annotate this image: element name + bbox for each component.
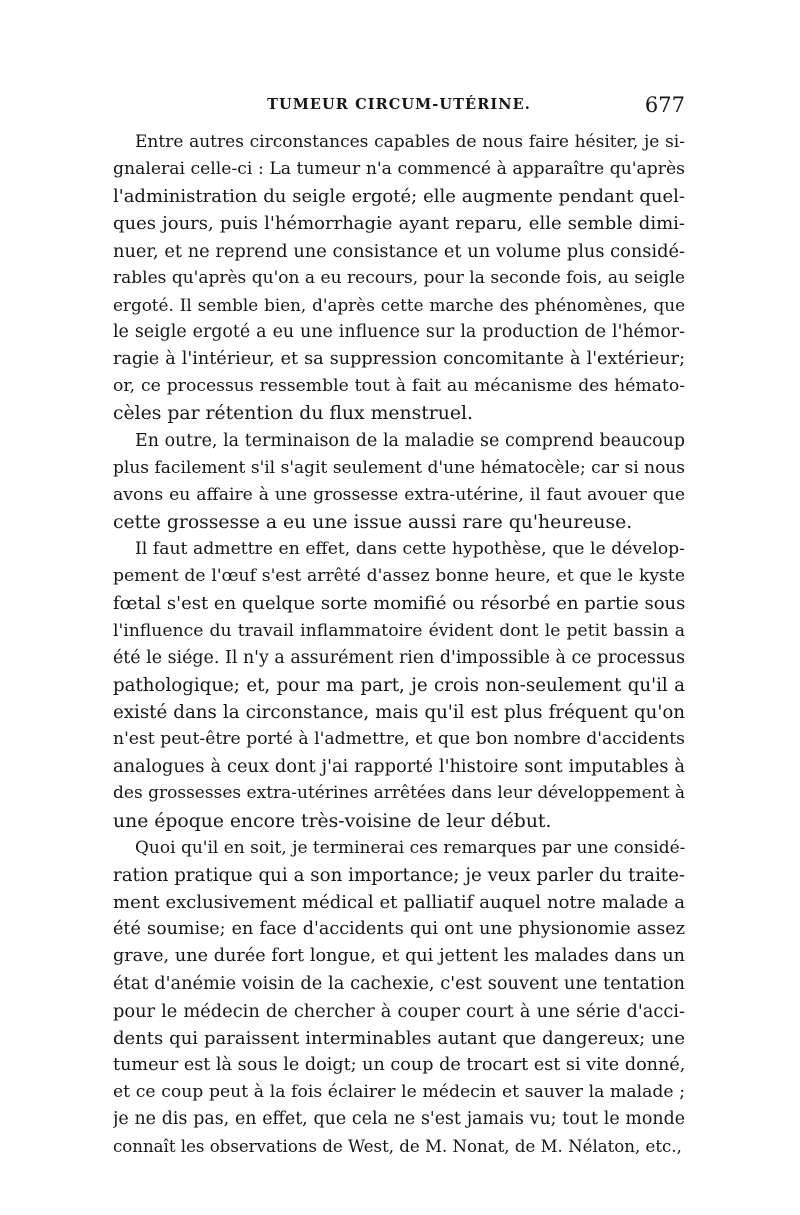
text-line: nuer, et ne reprend une consistance et un volume plus considé- — [113, 240, 685, 262]
text-line: Quoi qu'il en soit, je terminerai ces remarques par une considé- — [135, 837, 685, 858]
text-line: connaît les observations de West, de M. Nonat, de M. Nélaton, etc., — [113, 1137, 682, 1157]
text-line: or, ce processus ressemble tout à fait au mécanisme des hémato- — [113, 376, 685, 397]
text-line: des grossesses extra-utérines arrêtées dans leur développement à — [113, 783, 685, 804]
text-line: ragie à l'intérieur, et sa suppression concomitante à l'extérieur; — [113, 349, 685, 370]
text-line: été le siége. Il n'y a assurément rien d'impossible à ce processus — [113, 647, 685, 668]
text-line: plus facilement s'il s'agit seulement d'une hématocèle; car si nous — [113, 457, 685, 478]
text-line: analogues à ceux dont j'ai rapporté l'histoire sont imputables à — [113, 756, 685, 778]
text-line: dents qui paraissent interminables autant que dangereux; une — [113, 1027, 685, 1049]
text-line: ment exclusivement médical et palliatif auquel notre malade a — [113, 891, 685, 913]
text-line: Entre autres circonstances capables de nous faire hésiter, je si- — [135, 132, 685, 152]
page-number: 677 — [644, 93, 685, 117]
text-line: cette grossesse a eu une issue aussi rare qu'heureuse. — [113, 511, 633, 533]
text-line: une époque encore très-voisine de leur début. — [113, 810, 552, 832]
text-line: grave, une durée fort longue, et qui jettent les malades dans un — [113, 946, 685, 967]
text-line: le seigle ergoté a eu une influence sur la production de l'hémor- — [113, 321, 685, 342]
paragraph — [113, 129, 685, 428]
text-line: tumeur est là sous le doigt; un coup de trocart est si vite donné, — [113, 1054, 685, 1075]
text-line: avons eu affaire à une grossesse extra-utérine, il faut avouer que — [113, 484, 685, 505]
text-line: pour le médecin de chercher à couper court à une série d'acci- — [113, 1000, 685, 1022]
text-line: l'influence du travail inflammatoire évident dont le petit bassin a — [113, 620, 685, 641]
text-line: ration pratique qui a son importance; je veux parler du traite- — [113, 864, 685, 886]
text-line: et ce coup peut à la fois éclairer le médecin et sauver la malade ; — [113, 1081, 685, 1102]
text-line: été soumise; en face d'accidents qui ont une physionomie assez — [113, 919, 685, 940]
text-line: je ne dis pas, en effet, que cela ne s'est jamais vu; tout le monde — [113, 1109, 685, 1130]
text-line: pathologique; et, pour ma part, je crois non-seulement qu'il a — [113, 674, 685, 696]
text-line: cèles par rétention du flux menstruel. — [113, 403, 473, 425]
body-text — [113, 129, 685, 1160]
text-line: pement de l'œuf s'est arrêté d'assez bonne heure, et que le kyste — [113, 566, 685, 587]
text-line: En outre, la terminaison de la maladie se comprend beaucoup — [135, 430, 685, 451]
running-title: TUMEUR CIRCUM-UTÉRINE. — [267, 96, 531, 113]
text-line: n'est peut-être porté à l'admettre, et que bon nombre d'accidents — [113, 729, 685, 750]
text-line: ergoté. Il semble bien, d'après cette marche des phénomènes, que — [113, 294, 685, 315]
paragraph — [113, 835, 685, 1161]
text-line: fœtal s'est en quelque sorte momifié ou résorbé en partie sous — [113, 593, 685, 615]
text-line: ques jours, puis l'hémorrhagie ayant reparu, elle semble dimi- — [113, 213, 685, 235]
paragraph — [113, 428, 685, 537]
text-line: état d'anémie voisin de la cachexie, c'est souvent une tentation — [113, 973, 685, 995]
text-line: rables qu'après qu'on a eu recours, pour la seconde fois, au seigle — [113, 267, 685, 288]
running-head — [113, 93, 685, 126]
text-line: Il faut admettre en effet, dans cette hypothèse, que le dévelop- — [135, 539, 685, 560]
text-line: l'administration du seigle ergoté; elle augmente pendant quel- — [113, 186, 685, 208]
text-line: existé dans la circonstance, mais qu'il est plus fréquent qu'on — [113, 701, 685, 723]
text-line: gnalerai celle-ci : La tumeur n'a commencé à apparaître qu'après — [113, 159, 685, 180]
paragraph — [113, 536, 685, 835]
